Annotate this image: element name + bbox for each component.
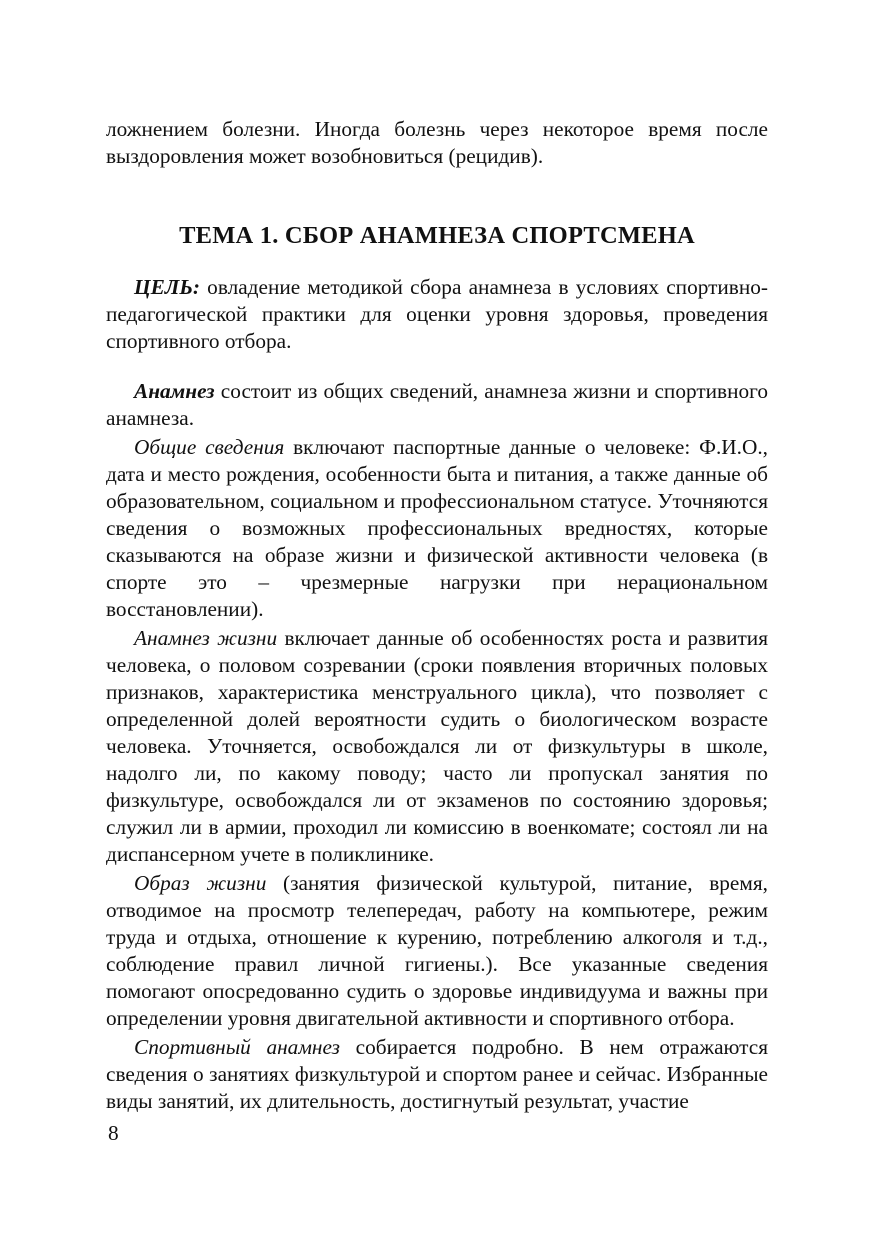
sports-anamnesis-term: Спортивный анамнез <box>134 1035 340 1059</box>
anamnesis-paragraph <box>106 378 768 432</box>
page-number: 8 <box>108 1121 119 1145</box>
life-anamnesis-text: включает данные об особенностях роста и развития человека, о половом созревании (сроки появления вторичных половых признаков, характеристика менструального цикла), что позволяет с определенной долей вероятности судить о биологическом возрасте человека. Уточняется, освобождался ли от физкультуры в школе, надолго ли, по какому поводу; часто ли пропускал занятия по физкультуре, освобождался ли от экзаменов по состоянию здоровья; служил ли в армии, проходил ли комиссию в военкомате; состоял ли на диспансерном учете в поликлинике. <box>106 626 769 866</box>
general-info-term: Общие сведения <box>134 435 285 459</box>
anamnesis-text: состоит из общих сведений, анамнеза жизни и спортивного анамнеза. <box>106 379 768 430</box>
life-anamnesis-term: Анамнез жизни <box>134 626 278 650</box>
intro-paragraph: ложнением болезни. Иногда болезнь через некоторое время после выздоровления может возобновиться (рецидив). <box>106 117 768 168</box>
general-info-text: включают паспортные данные о человеке: Ф.И.О., дата и место рождения, особенности быта и питания, а также данные об образовательном, социальном и профессиональном статусе. Уточняются сведения о возможных профессиональных вредностях, которые сказываются на образе жизни и физической активности человека (в спорте это – чрезмерные нагрузки при нерациональном восстановлении). <box>106 435 768 621</box>
lifestyle-paragraph <box>106 870 768 1032</box>
life-anamnesis-paragraph <box>106 625 768 868</box>
page-body <box>106 116 768 1115</box>
anamnesis-term: Анамнез <box>134 379 215 403</box>
goal-paragraph <box>106 274 768 355</box>
lifestyle-term: Образ жизни <box>134 871 267 895</box>
page-title: ТЕМА 1. СБОР АНАМНЕЗА СПОРТСМЕНА <box>179 222 695 249</box>
general-info-paragraph <box>106 434 768 623</box>
goal-text: овладение методикой сбора анамнеза в условиях спортивно-педагогической практики для оценки уровня здоровья, проведения спортивного отбора. <box>106 275 768 353</box>
lifestyle-text: (занятия физической культурой, питание, время, отводимое на просмотр телепередач, работу на компьютере, режим труда и отдыха, отношение к курению, потреблению алкоголя и т.д., соблюдение правил личной гигиены.). Все указанные сведения помогают опосредованно судить о здоровье индивидуума и важны при определении уровня двигательной активности и спортивного отбора. <box>106 871 768 1030</box>
goal-label: ЦЕЛЬ: <box>134 275 200 299</box>
sports-anamnesis-text: собирается подробно. В нем отражаются сведения о занятиях физкультурой и спортом ранее и сейчас. Избранные виды занятий, их длительность, достигнутый результат, участие <box>106 1035 768 1113</box>
sports-anamnesis-paragraph <box>106 1034 768 1115</box>
